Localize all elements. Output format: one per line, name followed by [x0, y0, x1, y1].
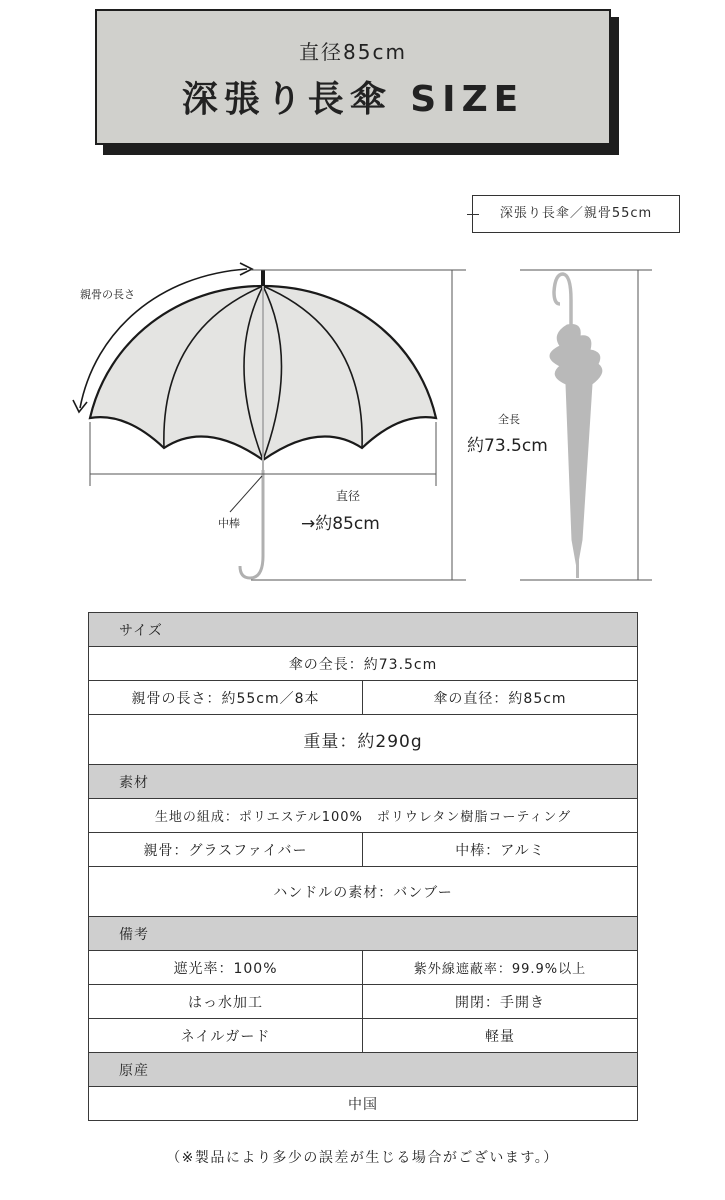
spec-handle-material: ハンドルの素材：バンブー: [89, 867, 638, 917]
spec-uv-rate: 紫外線遮蔽率：99.9%以上: [363, 951, 638, 985]
label-tick: [467, 214, 479, 215]
spec-table: [88, 612, 638, 1121]
rib-spec-text: 深張り長傘／親骨55cm: [499, 206, 653, 221]
spec-weight: 重量：約290g: [89, 715, 638, 765]
spec-shaft-material: 中棒：アルミ: [363, 833, 638, 867]
rib-length-label: 親骨の長さ: [80, 288, 135, 301]
total-length-label: 全長: [498, 413, 520, 426]
spec-rib-material: 親骨：グラスファイバー: [89, 833, 363, 867]
header-title: 深張り長傘 SIZE: [181, 79, 525, 120]
spec-nail-guard: ネイルガード: [89, 1019, 363, 1053]
spec-total-length: 傘の全長：約73.5cm: [89, 647, 638, 681]
header-subtitle: 直径85cm: [299, 40, 407, 64]
section-heading-remarks: 備考: [89, 917, 638, 951]
spec-lightweight: 軽量: [363, 1019, 638, 1053]
header-banner: [95, 9, 611, 145]
spec-shading-rate: 遮光率：100%: [89, 951, 363, 985]
spec-fabric: 生地の組成：ポリエステル100% ポリウレタン樹脂コーティング: [89, 799, 638, 833]
rib-spec-label: [472, 195, 680, 233]
spec-origin: 中国: [89, 1087, 638, 1121]
spec-rib-length: 親骨の長さ：約55cm／8本: [89, 681, 363, 715]
diameter-value: →約85cm: [301, 514, 380, 534]
section-heading-size: サイズ: [89, 613, 638, 647]
total-length-value: 約73.5cm: [467, 436, 548, 456]
spec-opening: 開閉：手開き: [363, 985, 638, 1019]
shaft-pointer: [230, 476, 262, 512]
disclaimer-note: （※製品により多少の誤差が生じる場合がございます。）: [166, 1150, 559, 1166]
spec-diameter: 傘の直径：約85cm: [363, 681, 638, 715]
shaft-label: 中棒: [218, 517, 240, 530]
diameter-label: 直径: [336, 489, 361, 503]
umbrella-handle: [240, 470, 263, 578]
spec-water-repellent: はっ水加工: [89, 985, 363, 1019]
closed-umbrella: [550, 274, 602, 578]
section-heading-material: 素材: [89, 765, 638, 799]
section-heading-origin: 原産: [89, 1053, 638, 1087]
umbrella-tip: [261, 270, 265, 287]
